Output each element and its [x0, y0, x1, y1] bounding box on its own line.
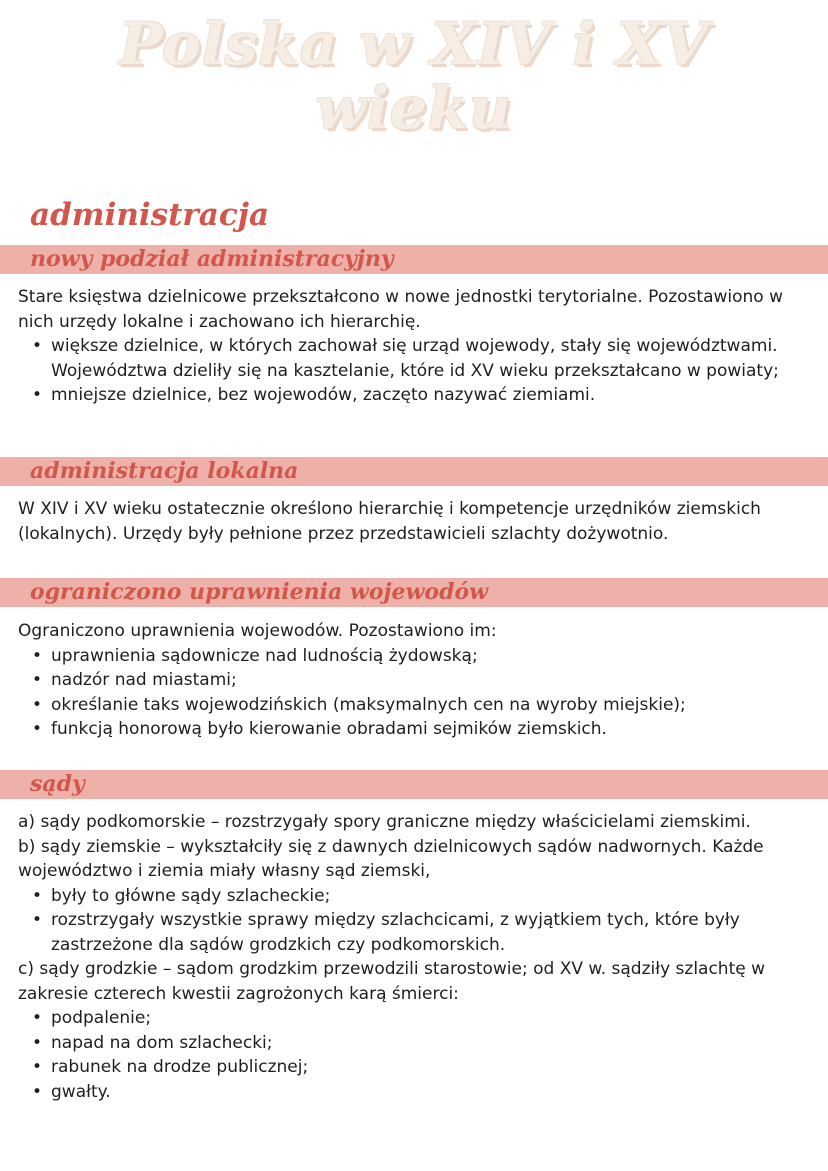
list-item: • funkcją honorową było kierowanie obradami sejmików ziemskich.	[18, 717, 808, 742]
paragraph: W XIV i XV wieku ostatecznie określono hierarchię i kompetencje urzędników ziemskich (lokalnych). Urzędy były pełnione przez przedstawicieli szlachty dożywotnio.	[18, 499, 761, 544]
paragraph: Ograniczono uprawnienia wojewodów. Pozostawiono im:	[18, 621, 497, 641]
paragraph-a: a) sądy podkomorskie – rozstrzygały spory graniczne między właścicielami ziemskimi.	[18, 812, 751, 832]
subsection-body	[18, 810, 808, 1104]
list-item: • określanie taks wojewodzińskich (maksymalnych cen na wyroby miejskie);	[18, 693, 808, 718]
bullet-list	[18, 884, 808, 958]
subsection-heading: ograniczono uprawnienia wojewodów	[30, 579, 489, 605]
paragraph-c: c) sądy grodzkie – sądom grodzkim przewodzili starostowie; od XV w. sądziły szlachtę w zakresie czterech kwestii zagrożonych karą śmierci:	[18, 959, 766, 1004]
bullet-list	[18, 644, 808, 742]
paragraph: Stare księstwa dzielnicowe przekształcono w nowe jednostki terytorialne. Pozostawiono w nich urzędy lokalne i zachowano ich hierarchię.	[18, 287, 783, 332]
list-item: • były to główne sądy szlacheckie;	[18, 884, 808, 909]
subsection-heading: sądy	[30, 771, 85, 797]
list-item: • mniejsze dzielnice, bez wojewodów, zaczęto nazywać ziemiami.	[18, 383, 808, 408]
subsection-heading-band	[0, 770, 828, 799]
subsection-heading: nowy podział administracyjny	[30, 246, 394, 272]
page-title	[0, 12, 828, 140]
section-title: administracja	[30, 197, 270, 233]
subsection-body	[18, 497, 808, 546]
page-title-line-2: wieku	[315, 74, 513, 142]
subsection-body	[18, 619, 808, 742]
subsection-heading-band	[0, 245, 828, 274]
list-item: • rabunek na drodze publicznej;	[18, 1055, 808, 1080]
bullet-list	[18, 1006, 808, 1104]
list-item: • większe dzielnice, w których zachował się urząd wojewody, stały się województwami. Województwa dzieliły się na kasztelanie, które id XV wieku przekształcano w powiaty;	[18, 334, 808, 383]
bullet-list	[18, 334, 808, 408]
list-item: • gwałty.	[18, 1080, 808, 1105]
subsection-heading: administracja lokalna	[30, 458, 299, 484]
list-item: • rozstrzygały wszystkie sprawy między szlachcicami, z wyjątkiem tych, które były zastrzeżone dla sądów grodzkich czy podkomorskich.	[18, 908, 808, 957]
subsection-body	[18, 285, 808, 408]
paragraph-b: b) sądy ziemskie – wykształciły się z dawnych dzielnicowych sądów nadwornych. Każde województwo i ziemia miały własny sąd ziemski,	[18, 836, 764, 881]
list-item: • podpalenie;	[18, 1006, 808, 1031]
list-item: • napad na dom szlachecki;	[18, 1031, 808, 1056]
list-item: • uprawnienia sądownicze nad ludnością żydowską;	[18, 644, 808, 669]
subsection-heading-band	[0, 457, 828, 486]
subsection-heading-band	[0, 578, 828, 607]
page-title-line-1: Polska w XIV i XV	[118, 10, 710, 78]
list-item: • nadzór nad miastami;	[18, 668, 808, 693]
